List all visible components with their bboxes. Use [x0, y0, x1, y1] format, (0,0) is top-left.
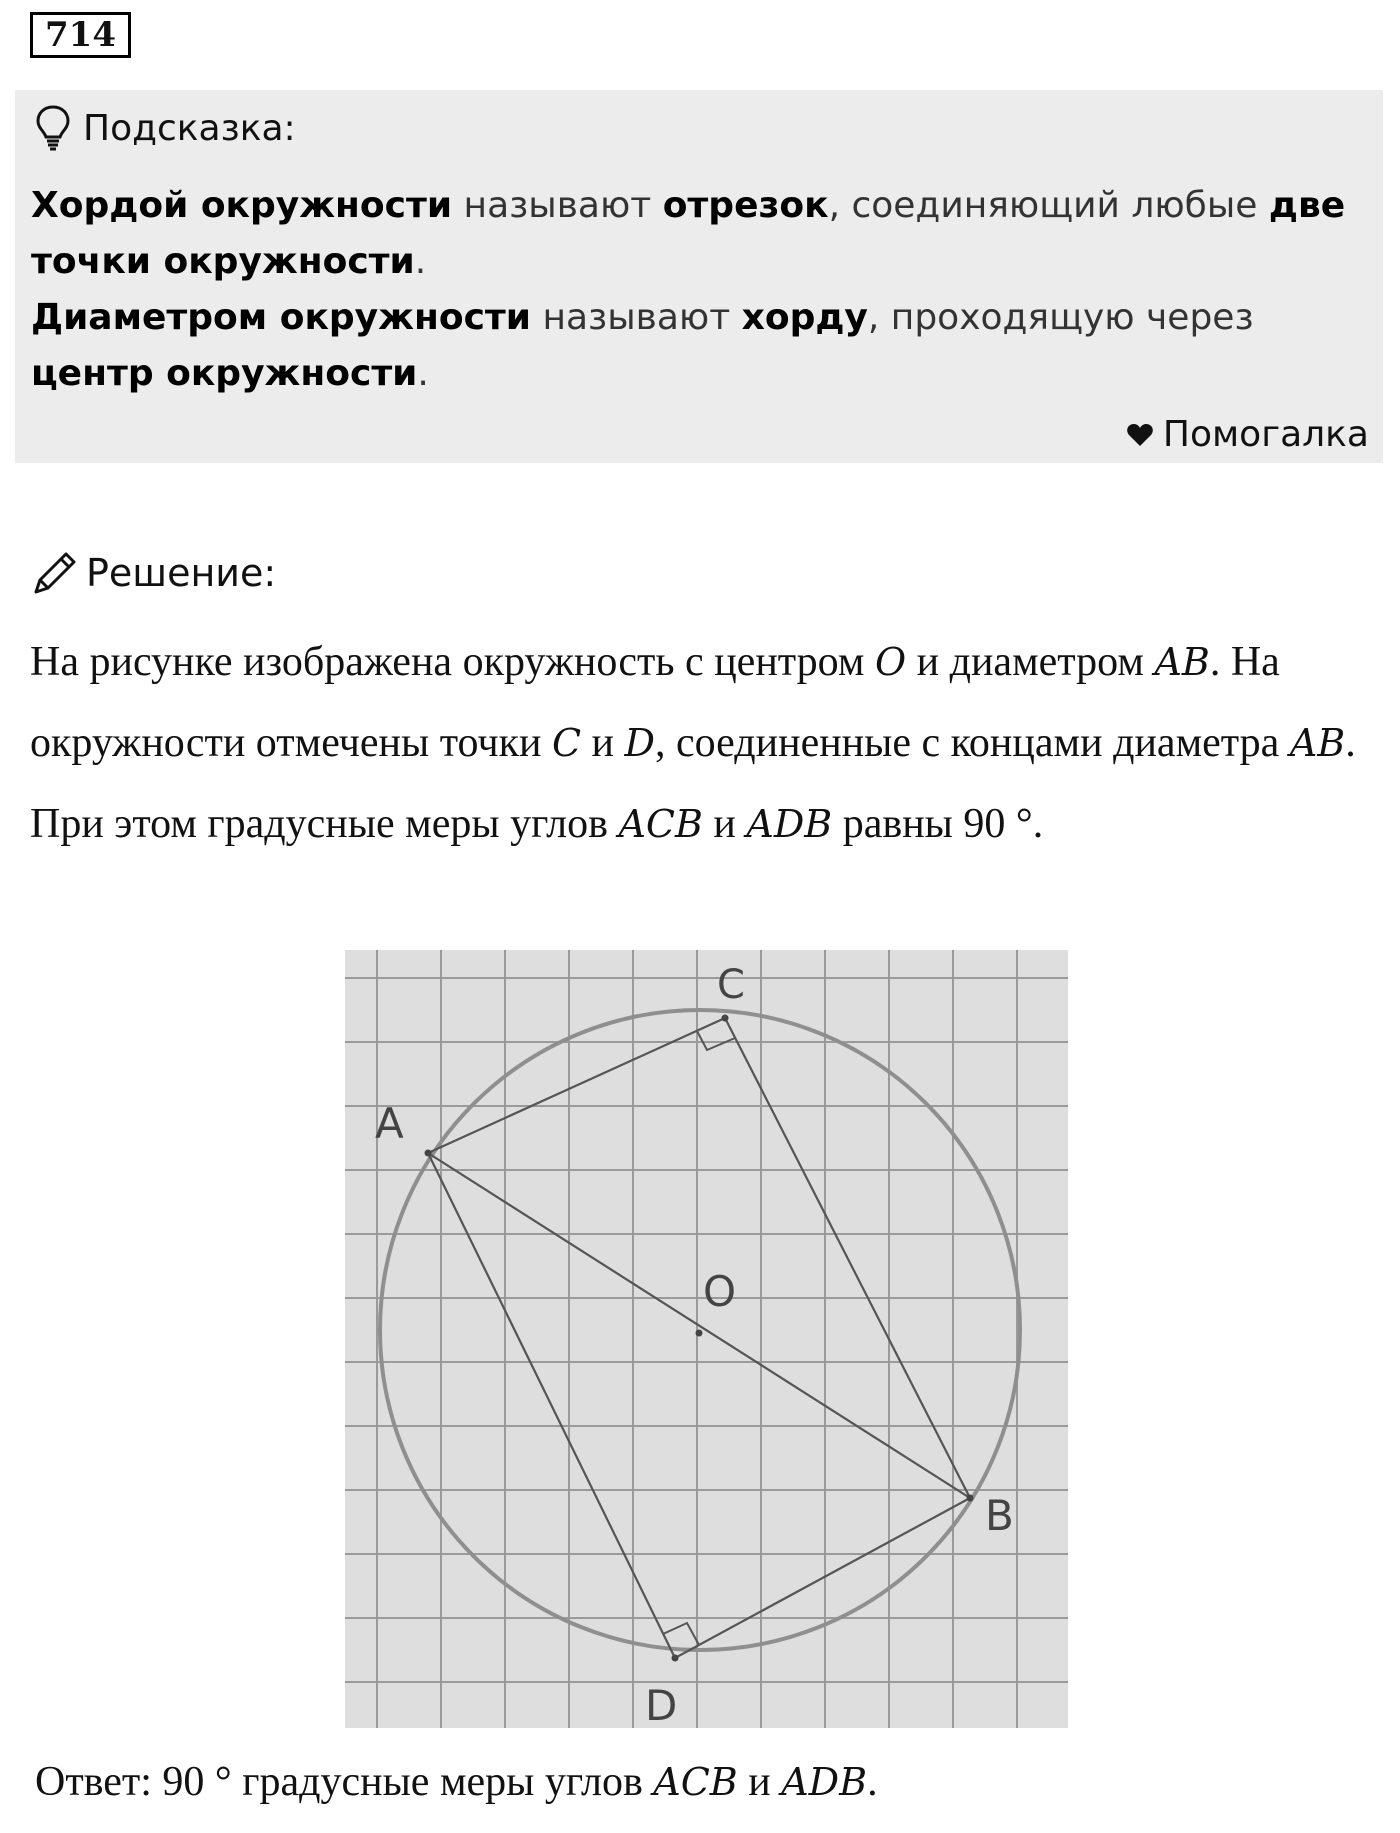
pencil-icon	[30, 548, 80, 598]
solution-segment: D	[624, 721, 655, 765]
label-b: B	[985, 1491, 1014, 1540]
solution-segment: . На окружности отмечены точки	[30, 639, 1280, 766]
solution-segment: и	[702, 801, 747, 847]
hint-chord-segment: , соединяющий любые	[828, 185, 1269, 226]
hint-chord-segment: .	[414, 241, 427, 282]
solution-segment: На рисунке изображена окружность с центром	[30, 639, 875, 685]
hint-diameter-segment: называют	[531, 297, 742, 338]
hint-diameter-segment: , проходящую через	[867, 297, 1254, 338]
hint-diameter-segment: .	[417, 353, 429, 394]
solution-title: Решение:	[86, 551, 277, 595]
solution-segment: AB	[1289, 721, 1346, 765]
lightbulb-icon	[35, 104, 71, 152]
hint-footer[interactable]	[1127, 414, 1369, 455]
heart-icon	[1127, 423, 1153, 447]
solution-segment: ACB	[618, 802, 703, 846]
task-number: 714	[30, 12, 131, 58]
solution-segment: и	[581, 720, 625, 766]
circle-diagram	[345, 950, 1068, 1728]
label-c: C	[717, 962, 745, 1008]
hint-header	[31, 98, 1367, 158]
point-o	[696, 1330, 703, 1337]
paper-background	[345, 950, 1068, 1728]
answer-segment: и	[737, 1759, 782, 1805]
hint-chord-segment: отрезок	[662, 185, 829, 226]
point-a	[425, 1150, 432, 1157]
answer-segment: ACB	[653, 1760, 738, 1804]
hint-chord-segment: две точки окружности	[31, 185, 1346, 282]
hint-chord-segment: называют	[452, 185, 663, 226]
answer-segment: .	[867, 1759, 878, 1805]
hint-chord-segment: Хордой окружности	[31, 185, 453, 226]
label-o: O	[703, 1267, 737, 1316]
solution-segment: , соединенные с концами диаметра	[655, 720, 1290, 766]
solution-segment: . При этом градусные меры углов	[30, 720, 1356, 847]
point-c	[722, 1015, 729, 1022]
solution-segment: ADB	[746, 802, 833, 846]
label-d: D	[645, 1681, 678, 1728]
solution-segment: O	[874, 640, 907, 684]
hint-paragraph-chord	[31, 178, 1367, 290]
hint-footer-label: Помогалка	[1162, 414, 1369, 455]
hint-diameter-segment: Диаметром окружности	[31, 297, 532, 338]
hint-body	[31, 178, 1367, 402]
hint-paragraph-diameter	[31, 290, 1367, 402]
solution-segment: равны 90 °.	[832, 801, 1044, 847]
hint-title: Подсказка:	[83, 107, 296, 149]
solution-header	[30, 548, 276, 598]
answer-segment: Ответ: 90 ° градусные меры углов	[35, 1759, 654, 1805]
point-b	[967, 1495, 974, 1502]
solution-segment: AB	[1154, 640, 1210, 684]
label-a: A	[375, 1099, 404, 1148]
solution-text	[30, 622, 1385, 865]
answer-text	[35, 1752, 1335, 1812]
solution-segment: и диаметром	[906, 639, 1155, 685]
hint-diameter-segment: хорду	[741, 297, 868, 338]
hint-box	[15, 90, 1383, 463]
answer-segment: ADB	[781, 1760, 868, 1804]
point-d	[672, 1655, 679, 1662]
hint-diameter-segment: центр окружности	[31, 353, 418, 394]
solution-segment: C	[551, 721, 582, 765]
